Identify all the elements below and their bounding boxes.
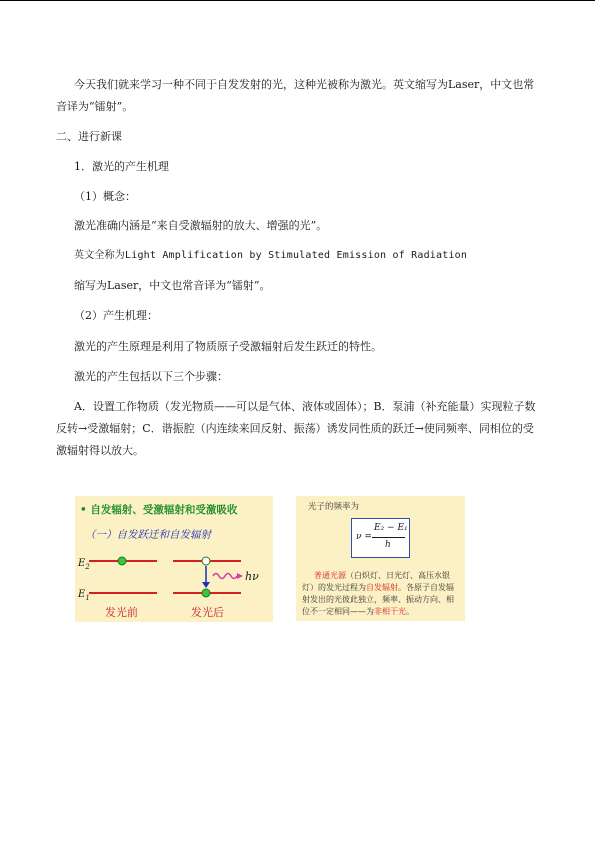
page-top-rule: [0, 0, 595, 1]
photon-wave-icon: [213, 574, 237, 579]
photon-frequency-figure: [296, 496, 465, 621]
formula-numerator: E₂ − E₁: [374, 523, 408, 533]
ordinary-light-source-text: 普通光源（白炽灯、日光灯、高压水银灯）的发光过程为自发辐射。各原子自发辐射发出的光彼此独立，频率、振动方向、相位不一定相同——为非相干光。: [302, 571, 454, 616]
atom-before-icon: [118, 557, 126, 565]
figure-left-title: • 自发辐射、受激辐射和受激吸收: [80, 504, 238, 516]
frequency-intro-text: 光子的频率为: [308, 502, 360, 512]
intro-paragraph: 今天我们就来学习一种不同于自发发射的光，这种光被称为激光。英文缩写为Laser，中文也常音译为“镭射”。: [56, 78, 535, 113]
concept-definition: 激光准确内涵是“来自受激辐射的放大、增强的光”。: [74, 219, 328, 232]
upper-level-label: $E_2$: [78, 558, 90, 571]
frequency-formula: [351, 518, 410, 558]
mechanism-label: （2）产生机理：: [74, 309, 158, 322]
figure-left-subtitle: （一）自发跃迁和自发辐射: [85, 529, 211, 541]
photon-label: hν: [245, 570, 259, 583]
formula-denominator: h: [385, 540, 391, 550]
concept-label: （1）概念：: [74, 190, 136, 203]
full-name-line: 英文全称为Light Amplification by Stimulated Emission of Radiation: [74, 250, 468, 261]
atom-after-icon: [202, 589, 210, 597]
atom-vacancy-icon: [202, 557, 210, 565]
spontaneous-emission-figure: [75, 496, 273, 622]
formula-fraction-bar: [372, 537, 405, 538]
caption-before: 发光前: [105, 606, 138, 619]
steps-intro: 激光的产生包括以下三个步骤：: [74, 370, 228, 383]
transition-arrowhead-icon: [202, 582, 210, 588]
formula-nu: ν =: [356, 532, 372, 542]
photon-arrowhead-icon: [237, 573, 243, 579]
caption-after: 发光后: [191, 606, 224, 619]
steps-paragraph: A．设置工作物质（发光物质——可以是气体、液体或固体）；B．泵浦（补充能量）实现粒子数反转→受激辐射；C．谐振腔（内连续来回反射、振荡）诱发同性质的跃迁→使同频率、同相位的受激辐射得以放大。: [56, 400, 536, 457]
sub-heading: 1．激光的产生机理: [74, 160, 169, 173]
lower-level-label: $E_1$: [78, 589, 90, 602]
mechanism-principle: 激光的产生原理是利用了物质原子受激辐射后发生跃迁的特性。: [74, 340, 382, 353]
section-heading: 二、进行新课: [56, 130, 122, 143]
abbreviation-line: 缩写为Laser，中文也常音译为“镭射”。: [74, 279, 271, 292]
